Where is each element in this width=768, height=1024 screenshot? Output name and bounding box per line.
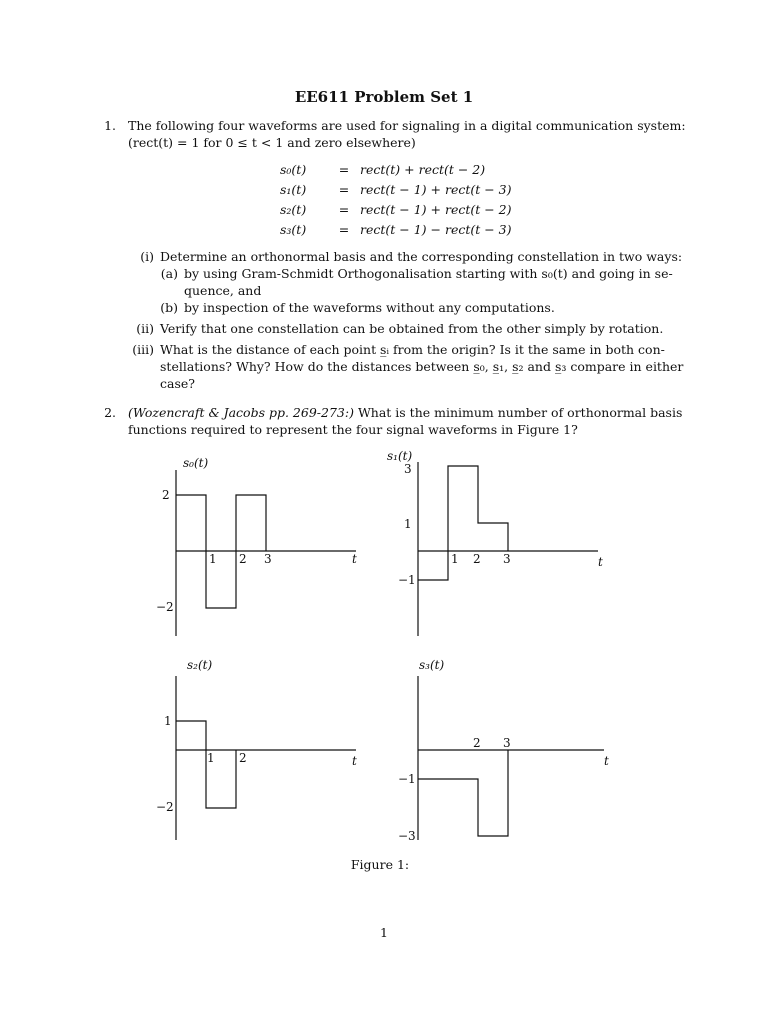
q2-text-line2: functions required to represent the four signal waveforms in Figure 1? [128,422,578,437]
part-label: (ii) [136,321,154,336]
s2-label: s₂(t) [187,658,213,672]
s2-xtick: 1 [207,751,215,765]
s3-label: s₃(t) [419,658,445,672]
s2-xtick: 2 [239,751,247,765]
s2-xlabel: t [352,754,357,768]
figure-caption: Figure 1: [350,857,410,872]
q2-citation: (Wozencraft & Jacobs pp. 269-273:) [128,405,354,420]
part-text: What is the distance of each point s̲ᵢ from the origin? Is it the same in both con- [160,342,665,357]
s0-xtick: 2 [239,552,247,566]
part-label: (a) [160,266,178,281]
part-text: case? [160,376,195,391]
eq-rhs: rect(t) + rect(t − 2) [360,162,486,177]
q2-number: 2. [104,405,116,420]
s3-xtick: 3 [503,736,511,750]
eq-rhs: rect(t − 1) + rect(t − 3) [360,182,512,197]
s0-xtick: 1 [209,552,217,566]
s0-ytick-bottom: −2 [156,600,174,614]
q1-text-line1: The following four waveforms are used for signaling in a digital communication system: [128,118,686,133]
part-text: by using Gram-Schmidt Orthogonalisation starting with s₀(t) and going in se- [184,266,673,281]
eq-op: = [338,182,350,197]
q1-number: 1. [104,118,116,133]
s2-ytick-bottom: −2 [156,800,174,814]
eq-lhs: s₂(t) [280,202,307,217]
s1-ytick-top: 3 [404,462,412,476]
eq-op: = [338,162,350,177]
s1-xtick: 2 [473,552,481,566]
s3-ytick-bottom: −3 [398,829,416,843]
s3-waveform [418,750,508,836]
s1-label: s₁(t) [387,449,413,463]
part-label: (iii) [132,342,154,357]
q2-text-line1: What is the minimum number of orthonormal basis [357,405,683,420]
eq-lhs: s₀(t) [280,162,307,177]
eq-op: = [338,202,350,217]
s0-label: s₀(t) [183,456,209,470]
part-text: Determine an orthonormal basis and the corresponding constellation in two ways: [160,249,683,264]
s2-ytick-top: 1 [164,714,172,728]
s1-xtick: 3 [503,552,511,566]
eq-rhs: rect(t − 1) + rect(t − 2) [360,202,512,217]
part-text: Verify that one constellation can be obtained from the other simply by rotation. [160,321,664,336]
s3-ytick-mid: −1 [398,772,416,786]
page-number: 1 [380,925,388,940]
s1-xlabel: t [598,555,603,569]
s2-waveform [176,721,236,808]
s1-ytick-bottom: −1 [398,573,416,587]
eq-rhs: rect(t − 1) − rect(t − 3) [360,222,512,237]
part-text: quence, and [184,283,262,298]
eq-op: = [338,222,350,237]
s3-xlabel: t [604,754,609,768]
s1-ytick-mid: 1 [404,517,412,531]
s0-xlabel: t [352,552,357,566]
part-label: (b) [160,300,178,315]
s3-xtick: 2 [473,736,481,750]
s1-waveform [418,466,508,580]
page-title: EE611 Problem Set 1 [294,88,474,106]
s1-xtick: 1 [451,552,459,566]
s0-xtick: 3 [264,552,272,566]
part-text: by inspection of the waveforms without any computations. [184,300,555,315]
q1-text-line2: (rect(t) = 1 for 0 ≤ t < 1 and zero elsewhere) [128,135,416,150]
part-label: (i) [140,249,154,264]
part-text: stellations? Why? How do the distances between s̲₀, s̲₁, s̲₂ and s̲₃ compare in either [160,359,684,374]
s0-ytick-top: 2 [162,488,170,502]
eq-lhs: s₁(t) [280,182,307,197]
eq-lhs: s₃(t) [280,222,307,237]
